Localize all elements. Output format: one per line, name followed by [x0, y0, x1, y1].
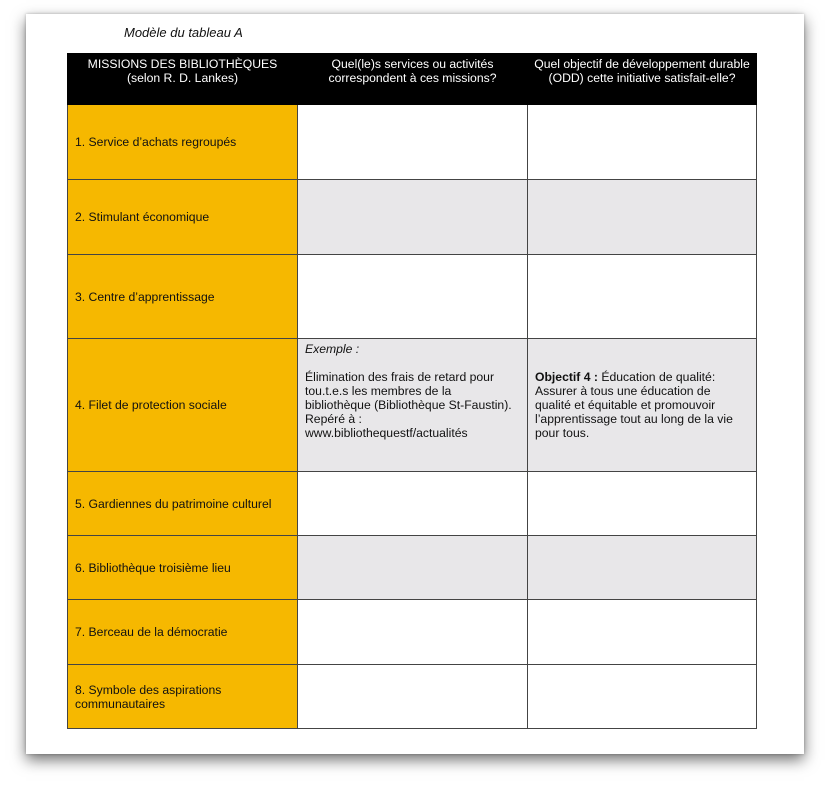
header-services: Quel(le)s services ou activités correspondent à ces missions? [298, 54, 528, 105]
mission-cell[interactable]: 4. Filet de protection sociale [68, 339, 298, 472]
odd-cell[interactable] [528, 180, 757, 255]
odd-cell[interactable] [528, 105, 757, 180]
table-header-row [68, 54, 757, 105]
mission-cell[interactable]: 1. Service d’achats regroupés [68, 105, 298, 180]
table-caption: Modèle du tableau A [124, 25, 243, 40]
services-cell[interactable] [298, 180, 528, 255]
table-row [68, 472, 757, 536]
table-row [68, 339, 757, 472]
missions-table [67, 53, 757, 729]
odd-cell[interactable] [528, 255, 757, 339]
header-missions: MISSIONS DES BIBLIOTHÈQUES (selon R. D. Lankes) [68, 54, 298, 105]
odd-cell[interactable] [528, 339, 757, 472]
services-cell[interactable] [298, 472, 528, 536]
services-cell[interactable] [298, 600, 528, 665]
header-odd: Quel objectif de développement durable (ODD) cette initiative satisfait-elle? [528, 54, 757, 105]
table-row [68, 536, 757, 600]
mission-cell[interactable]: 5. Gardiennes du patrimoine culturel [68, 472, 298, 536]
services-cell[interactable] [298, 536, 528, 600]
example-text: Élimination des frais de retard pour tou.t.e.s les membres de la bibliothèque (Bibliothèque St-Faustin). Repéré à : www.bibliothequestf/actualités [305, 370, 512, 440]
mission-cell[interactable]: 8. Symbole des aspirations communautaires [68, 665, 298, 729]
mission-cell[interactable]: 6. Bibliothèque troisième lieu [68, 536, 298, 600]
services-cell[interactable] [298, 665, 528, 729]
services-cell[interactable] [298, 255, 528, 339]
objective-title: Objectif 4 : [535, 370, 598, 384]
table-row [68, 255, 757, 339]
odd-cell[interactable] [528, 536, 757, 600]
services-cell[interactable] [298, 339, 528, 472]
table-row [68, 180, 757, 255]
odd-cell[interactable] [528, 472, 757, 536]
example-label: Exemple : [305, 342, 360, 356]
mission-cell[interactable]: 2. Stimulant économique [68, 180, 298, 255]
table-row [68, 665, 757, 729]
table-row [68, 105, 757, 180]
mission-cell[interactable]: 7. Berceau de la démocratie [68, 600, 298, 665]
table-row [68, 600, 757, 665]
odd-cell[interactable] [528, 665, 757, 729]
odd-cell[interactable] [528, 600, 757, 665]
objective-text: Éducation de qualité: Assurer à tous une éducation de qualité et équitable et promouvoir l’apprentissage tout au long de la vie pour tous. [535, 370, 733, 440]
mission-cell[interactable]: 3. Centre d’apprentissage [68, 255, 298, 339]
services-cell[interactable] [298, 105, 528, 180]
